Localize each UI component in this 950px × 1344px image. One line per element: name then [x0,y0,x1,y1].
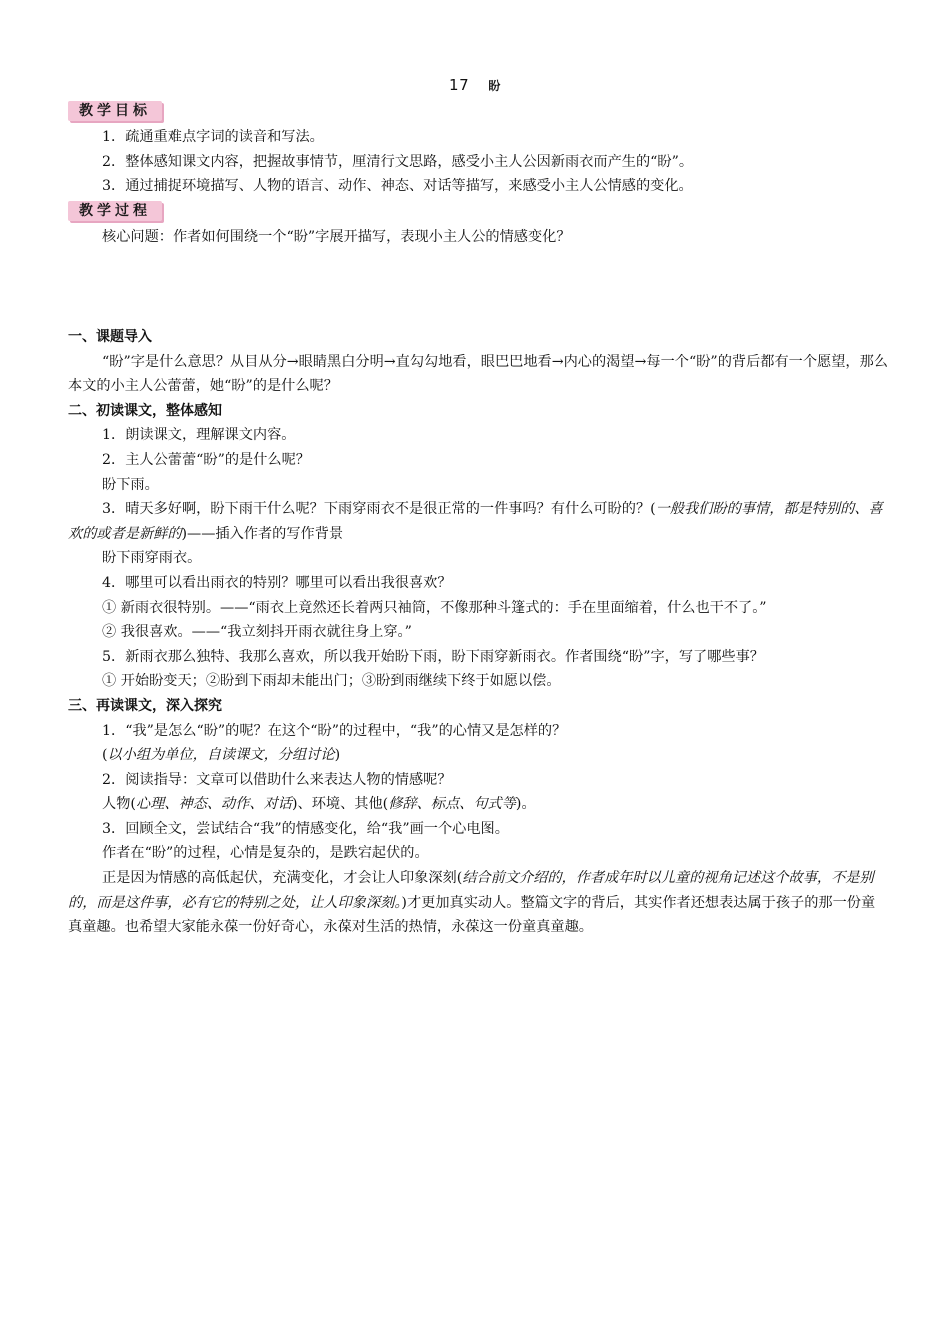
teacher-note: 修辞、标点、句式等 [388,796,516,813]
answer-item: ① 新雨衣很特别。——“雨衣上竟然还长着两只袖筒，不像那种斗篷式的：手在里面缩着，什么也干不了。” [102,599,767,616]
lesson-name: 盼 [488,79,501,93]
answer-item [68,743,888,768]
question-item: 5．新雨衣那么独特、我那么喜欢，所以我开始盼下雨，盼下雨穿新雨衣。作者围绕“盼”字，写了哪些事？ [102,648,764,665]
goal-item: 2．整体感知课文内容，把握故事情节，厘清行文思路，感受小主人公因新雨衣而产生的“盼”。 [102,153,694,170]
answer-item: ① 开始盼变天；②盼到下雨却未能出门；③盼到雨继续下终于如愿以偿。 [102,673,561,690]
goal-item: 1．疏通重难点字词的读音和写法。 [102,129,324,145]
section-heading-intro: 一、课题导入 [68,329,152,345]
question-item: 3．回顾全文，尝试结合“我”的情感变化，给“我”画一个心电图。 [102,820,509,837]
teaching-goals-list [68,125,888,199]
teacher-note: 心理、神态、动作、对话 [135,796,292,813]
core-question-block [68,225,888,250]
answer-item [68,792,888,817]
lesson-title [0,76,950,94]
question-item: 1．“我”是怎么“盼”的呢？在这个“盼”的过程中，“我”的心情又是怎样的？ [102,722,567,739]
summary-text: 正是因为情感的高低起伏，充满变化，才会让人印象深刻( [102,870,463,887]
teacher-note: 以小组为单位，自读课文，分组讨论 [107,747,335,764]
answer-text: )、环境、其他( [292,796,389,813]
summary-text: )才更加真实动人。整篇文字的背后，其实作者还想表达属于孩子的那一份童真童趣。也希望大家能永葆一份好奇心，永葆对生活的热情，永葆这一份童真童趣。 [68,894,876,936]
teaching-goals-badge: 教学目标 [68,101,162,121]
question-item [68,497,888,546]
goal-item: 3．通过捕捉环境描写、人物的语言、动作、神态、对话等描写，来感受小主人公情感的变化。 [102,178,693,195]
teacher-note: 一般我们盼的事情，都是特别的、喜欢的或者是新鲜的 [68,501,883,542]
question-item: 4．哪里可以看出雨衣的特别？哪里可以看出我很喜欢？ [102,574,452,591]
answer-item: 盼下雨穿雨衣。 [102,550,202,567]
teaching-process-badge: 教学过程 [68,201,162,221]
answer-item: 盼下雨。 [102,476,159,493]
lesson-number: 17 [449,76,470,94]
question-text: )——插入作者的写作背景 [181,525,344,542]
paren-open: ( [102,747,108,764]
question-item: 2．主人公蕾蕾“盼”的是什么呢？ [102,451,310,468]
summary-paragraph [68,866,888,940]
section-heading-deep-reading: 三、再读课文，深入探究 [68,697,222,714]
section-heading-first-reading: 二、初读课文，整体感知 [68,402,222,419]
lesson-body [68,325,888,940]
core-question: 核心问题：作者如何围绕一个“盼”字展开描写，表现小主人公的情感变化？ [102,229,571,245]
question-item: 1．朗读课文，理解课文内容。 [102,427,296,444]
answer-item: 作者在“盼”的过程，心情是复杂的，是跌宕起伏的。 [102,845,429,862]
answer-text: 人物( [102,796,136,813]
question-item: 2．阅读指导：文章可以借助什么来表达人物的情感呢？ [102,771,452,788]
intro-paragraph: “盼”字是什么意思？从目从分→眼睛黑白分明→直勾勾地看，眼巴巴地看→内心的渴望→每一个“盼”的背后都有一个愿望，那么本文的小主人公蕾蕾，她“盼”的是什么呢？ [68,353,888,395]
question-text: 3．晴天多好啊，盼下雨干什么呢？下雨穿雨衣不是很正常的一件事吗？有什么可盼的？( [102,501,656,518]
paren-close: ) [334,747,341,764]
teacher-note: 结合前文介绍的，作者成年时以儿童的视角记述这个故事，不是别的，而是这件事，必有它的特别之处，让人印象深刻。 [68,870,874,911]
answer-text: )。 [515,796,536,813]
answer-item: ② 我很喜欢。——“我立刻抖开雨衣就往身上穿。” [102,624,412,641]
